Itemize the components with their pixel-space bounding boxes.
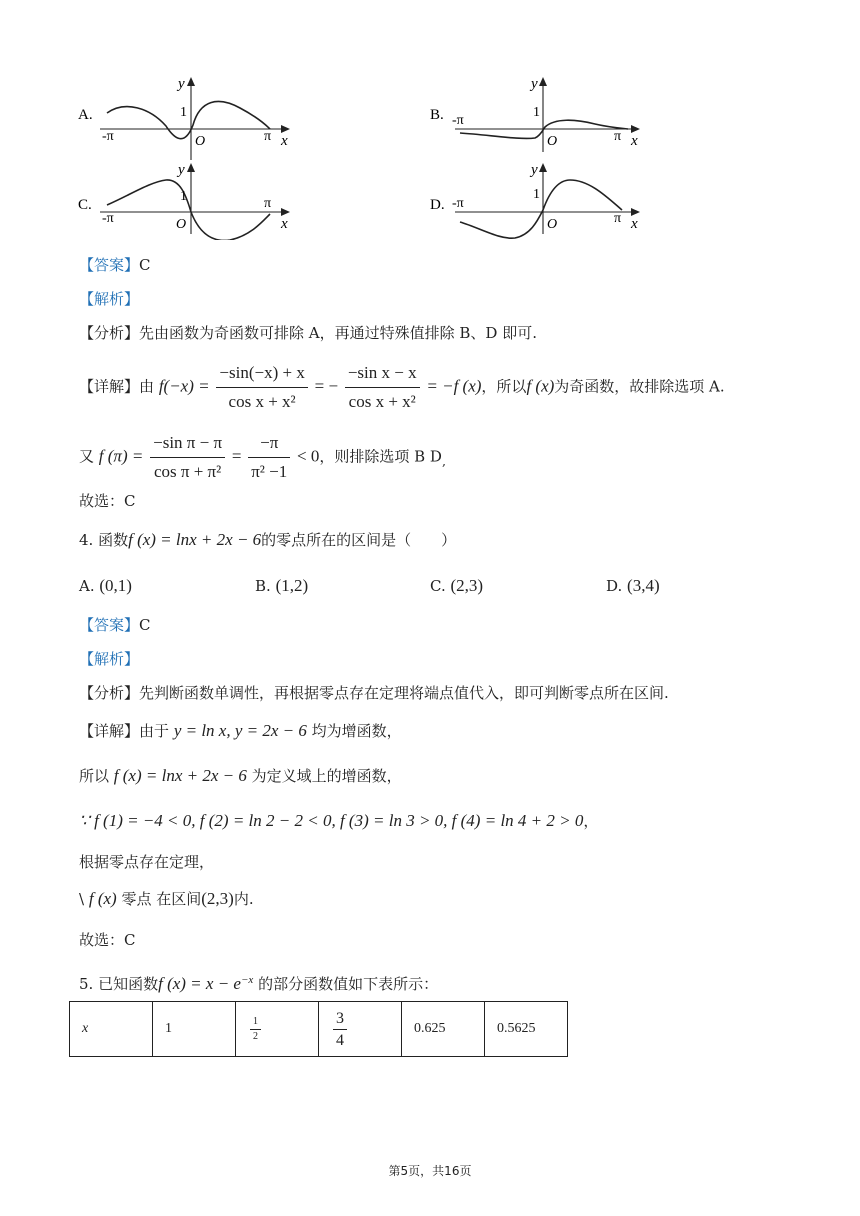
graph-d-y: y [531, 162, 538, 178]
q4-answer: C [139, 616, 151, 634]
q4-stem-math: f (x) = lnx + 2x − 6 [128, 530, 262, 549]
q5-table-x-label: x [70, 1002, 153, 1057]
q5-table-c5: 0.5625 [485, 1002, 568, 1057]
q3-answer: C [139, 256, 151, 274]
q3-analysis-tag: 【解析】 [79, 290, 140, 308]
q4-line5-math2: (2,3) [201, 889, 234, 908]
graph-c-one: 1 [180, 189, 187, 204]
q3-answer-tag: 【答案】 [79, 256, 140, 274]
q4-conclusion: 故选：C [79, 931, 136, 949]
q3-detail-suffix1: ，所以 [481, 377, 527, 396]
graph-a [78, 76, 290, 160]
q3-detail-frac1 [216, 360, 307, 415]
q4-line4: 根据零点存在定理， [79, 853, 215, 871]
q3-detail-suffix2: 为奇函数，故排除选项 A. [554, 377, 725, 396]
q5-table-c1: 1 [153, 1002, 236, 1057]
q4-option-c-label: C. [430, 577, 446, 595]
q3-l2-frac1-den: cos π + π² [153, 462, 222, 481]
q4-option-c[interactable] [430, 576, 483, 596]
q4-fenxi-tag: 【分析】 [79, 684, 140, 702]
q4-line2-math: f (x) = lnx + 2x − 6 [113, 766, 247, 785]
q3-frac2-den: cos x + x² [348, 392, 416, 411]
graph-a-origin: O [195, 134, 206, 149]
q5-c3-den: 4 [336, 1031, 344, 1049]
graph-d-one: 1 [533, 187, 540, 202]
q4-option-a-label: A. [79, 577, 95, 595]
q3-line2-frac1 [150, 430, 225, 485]
graph-b-origin: O [547, 134, 558, 149]
q4-line3-math: ∵ f (1) = −4 < 0, f (2) = ln 2 − 2 < 0, f (3) = ln 3 > 0, f (4) = ln 4 + 2 > 0 [79, 811, 584, 830]
q4-stem [79, 530, 456, 550]
q3-line2 [79, 430, 446, 485]
graph-d-x: x [631, 216, 638, 232]
q4-option-b[interactable] [255, 576, 308, 596]
graph-a-one: 1 [180, 105, 187, 120]
graph-b [430, 76, 640, 152]
graph-a-x: x [281, 133, 288, 149]
q4-option-d[interactable] [606, 576, 660, 596]
q4-answer-tag: 【答案】 [79, 616, 140, 634]
q3-line2-prefix: 又 [79, 447, 95, 466]
q3-l2-frac1-num: −sin π − π [150, 430, 225, 458]
graph-options-figure [0, 60, 860, 240]
q3-line2-lt: < 0 [297, 446, 320, 466]
q4-detail-suffix: 均为增函数， [311, 722, 402, 740]
q5-stem-sup: −x [240, 974, 254, 986]
graph-d-letter: D. [430, 197, 445, 213]
q4-fenxi-line [79, 683, 669, 703]
q5-stem-suffix: 的部分函数值如下表所示： [258, 975, 439, 993]
q5-table-c3 [319, 1002, 402, 1057]
q3-line2-frac2 [248, 430, 290, 485]
q4-line2 [79, 766, 402, 786]
q4-detail-tag: 【详解】 [79, 722, 140, 740]
q3-line2-comma: , [441, 453, 446, 469]
q5-c3-num: 3 [333, 1009, 347, 1030]
q4-line5-suffix: 内. [233, 890, 254, 908]
q4-option-a[interactable] [79, 576, 132, 596]
q3-detail-fx: f (x) [526, 376, 555, 396]
q4-option-d-value: (3,4) [627, 576, 660, 595]
q5-stem [79, 970, 438, 994]
q3-line2-suffix: ，则排除选项 B D [319, 447, 442, 466]
q4-analysis-tag: 【解析】 [79, 650, 140, 668]
q4-stem-suffix: 的零点所在的区间是（ ） [261, 531, 457, 549]
q3-conclusion: 故选：C [79, 492, 136, 510]
graph-c-pi: π [264, 196, 272, 211]
q4-option-c-value: (2,3) [450, 576, 484, 595]
q4-line3 [79, 811, 598, 831]
q4-line5 [79, 889, 254, 909]
q5-table-c2 [236, 1002, 319, 1057]
q4-detail-line [79, 721, 402, 741]
graph-b-letter: B. [430, 107, 444, 123]
graph-b-neg-pi: -π [452, 113, 464, 128]
q4-fenxi: 先判断函数单调性，再根据零点存在定理将端点值代入，即可判断零点所在区间. [139, 684, 669, 702]
graph-b-y: y [531, 76, 538, 92]
graph-a-pi: π [264, 129, 272, 144]
q3-frac2-num: −sin x − x [345, 360, 420, 388]
q3-detail-lhs: f(−x) = [158, 376, 210, 396]
graph-c-neg-pi: -π [102, 211, 114, 226]
q3-detail-eq2: = − [314, 376, 339, 396]
q3-fenxi-line [79, 323, 537, 343]
q4-line5-prefix: \ [79, 890, 85, 908]
q4-line3-suffix: ， [583, 812, 599, 830]
q4-answer-line [79, 615, 151, 635]
q5-c2-num: 1 [250, 1016, 261, 1030]
table-row [70, 1002, 568, 1057]
q3-l2-frac2-num: −π [248, 430, 290, 458]
q4-detail-math: y = ln x, y = 2x − 6 [173, 721, 307, 740]
q4-line5-mid: 零点 在区间 [121, 890, 202, 908]
q4-option-d-label: D. [606, 577, 623, 595]
q4-option-b-value: (1,2) [275, 576, 309, 595]
q3-detail-frac2 [345, 360, 420, 415]
q4-stem-prefix: 4. 函数 [79, 531, 129, 549]
q3-detail-line [79, 360, 725, 415]
graph-a-y: y [178, 76, 185, 92]
graph-d-neg-pi: -π [452, 196, 464, 211]
graph-b-pi: π [614, 129, 622, 144]
page-footer: 第5页，共16页 [388, 1164, 472, 1178]
q5-c2-den: 2 [253, 1030, 258, 1042]
graph-b-x: x [631, 133, 638, 149]
q3-frac1-den: cos x + x² [228, 392, 296, 411]
q3-detail-eq3: = −f (x) [426, 376, 482, 396]
graph-c-x: x [281, 216, 288, 232]
q3-line2-lhs: f (π) = [98, 446, 144, 466]
q3-l2-frac2-den: π² −1 [251, 462, 288, 481]
q3-line2-eq: = [231, 446, 242, 466]
q5-stem-prefix: 5. 已知函数 [79, 975, 159, 993]
graph-b-one: 1 [533, 105, 540, 120]
graph-d [430, 162, 640, 238]
q3-answer-line [79, 255, 151, 275]
graph-a-neg-pi: -π [102, 129, 114, 144]
q5-table-c4: 0.625 [402, 1002, 485, 1057]
q3-fenxi-tag: 【分析】 [79, 324, 140, 342]
q5-values-table [69, 1001, 568, 1057]
q4-line2-prefix: 所以 [79, 767, 110, 785]
q3-detail-tag: 【详解】 [79, 377, 140, 396]
graph-c-letter: C. [78, 197, 92, 213]
graph-c-y: y [178, 162, 185, 178]
graph-d-origin: O [547, 217, 558, 232]
q4-option-a-value: (0,1) [99, 576, 132, 595]
q3-detail-prefix: 由 [139, 377, 155, 396]
graph-c [78, 162, 290, 240]
q4-line5-math: f (x) [88, 889, 117, 908]
q4-detail-prefix: 由于 [139, 722, 170, 740]
graph-c-origin: O [176, 217, 187, 232]
graph-d-pi: π [614, 211, 622, 226]
q4-option-b-label: B. [255, 577, 271, 595]
q5-stem-math: f (x) = x − e [158, 974, 241, 993]
q4-line2-suffix: 为定义域上的增函数， [251, 767, 402, 785]
q3-fenxi: 先由函数为奇函数可排除 A，再通过特殊值排除 B、D 即可. [139, 324, 537, 342]
graph-a-letter: A. [78, 107, 93, 123]
q3-frac1-num: −sin(−x) + x [216, 360, 307, 388]
